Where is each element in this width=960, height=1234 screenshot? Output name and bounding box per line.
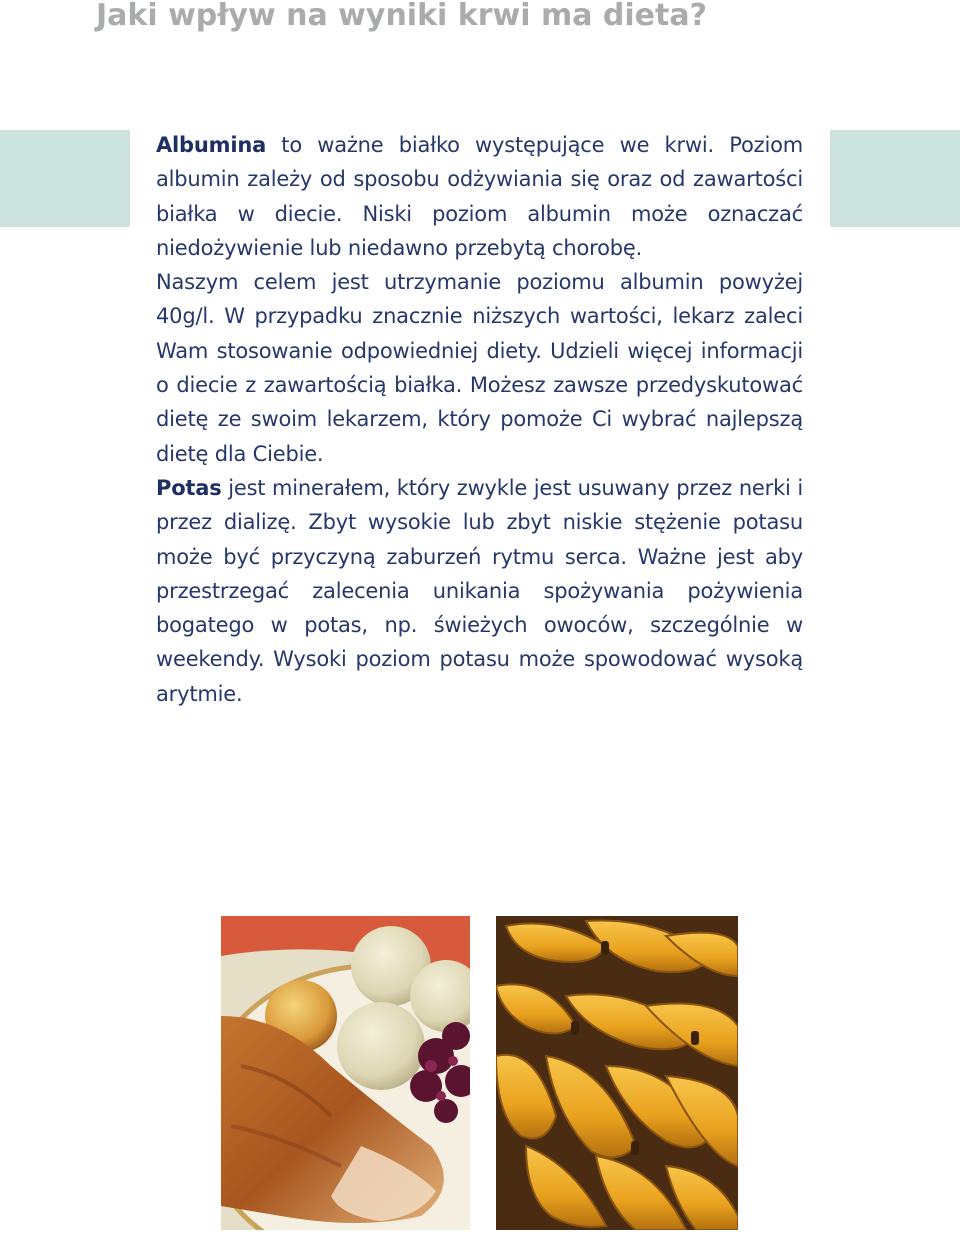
potassium-paragraph [156,471,803,711]
accent-band-left [0,130,130,227]
albumin-paragraph-2: Naszym celem jest utrzymanie poziomu albumin powyżej 40g/l. W przypadku znacznie niższych wartości, lekarz zaleci Wam stosowanie odpowiedniej diety. Udzieli więcej informacji o diecie z zawartością białka. Możesz zawsze przedyskutować dietę ze swoim lekarzem, który pomoże Ci wybrać najlepszą dietę dla Ciebie. [156,270,803,466]
food-photo [221,916,470,1230]
potassium-text: jest minerałem, który zwykle jest usuwany przez nerki i przez dializę. Zbyt wysokie lub zbyt niskie stężenie potasu może być przyczyną zaburzeń rytmu serca. Ważne jest aby przestrzegać zalecenia unikania spożywania pożywienia bogatego w potas, np. świeżych owoców, szczególnie w weekendy. Wysoki poziom potasu może spowodować wysoką arytmie. [156,475,803,706]
albumin-text-1: to ważne białko występujące we krwi. Poziom albumin zależy od sposobu odżywiania się oraz od zawartości białka w diecie. Niski poziom albumin może oznaczać niedożywienie lub niedawno przebytą chorobę. [156,133,803,260]
page-title: Jaki wpływ na wyniki krwi ma dieta? [96,0,707,33]
bananas-photo [496,916,738,1230]
potassium-term: Potas [156,475,222,500]
accent-band-right [830,130,960,227]
article-body [156,128,803,711]
albumin-paragraph [156,128,803,265]
albumin-term: Albumina [156,133,267,157]
